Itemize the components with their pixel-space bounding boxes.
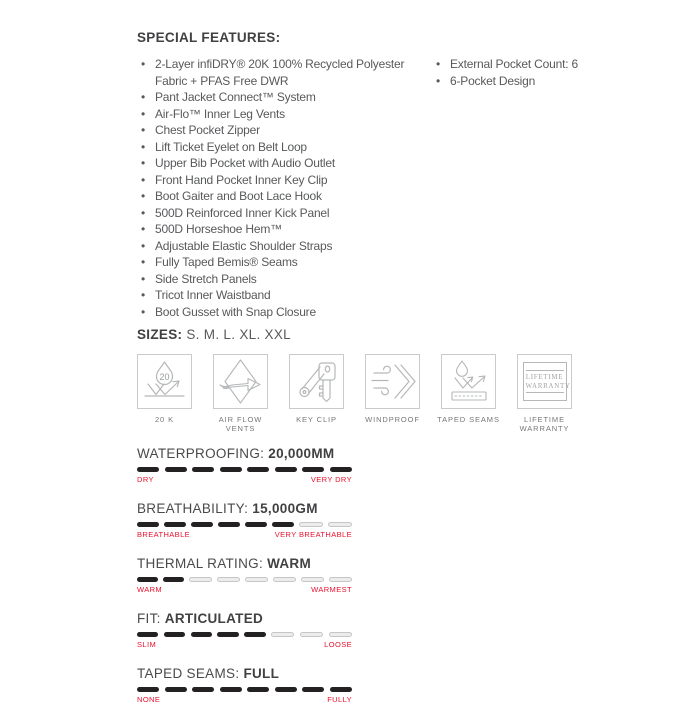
feature-item: • Pant Jacket Connect™ System xyxy=(137,89,425,106)
icon-label: TAPED SEAMS xyxy=(437,415,500,424)
icon-cell-taped-seams xyxy=(437,354,500,433)
rating-segment xyxy=(300,632,323,637)
rating-max-label: LOOSE xyxy=(324,640,352,649)
rating-title: FIT: ARTICULATED xyxy=(137,611,264,626)
rating-segment xyxy=(218,522,240,527)
feature-item: • Tricot Inner Waistband xyxy=(137,287,425,304)
rating-segment xyxy=(189,577,212,582)
rating-segment xyxy=(329,632,352,637)
rating-segment xyxy=(301,577,324,582)
feature-item: • 6-Pocket Design xyxy=(432,73,592,90)
rating-thermal xyxy=(137,556,597,594)
rating-segment xyxy=(163,577,184,582)
rating-bar xyxy=(137,687,352,692)
features-list-left xyxy=(137,56,425,320)
feature-icons-row xyxy=(137,354,597,433)
rating-segment xyxy=(275,687,297,692)
rating-title: TAPED SEAMS: FULL xyxy=(137,666,280,681)
rating-segment xyxy=(137,577,158,582)
feature-item: • Front Hand Pocket Inner Key Clip xyxy=(137,172,425,189)
lifetime-warranty-icon xyxy=(517,354,572,409)
feature-item: • Boot Gaiter and Boot Lace Hook xyxy=(137,188,425,205)
rating-segment xyxy=(192,467,214,472)
rating-min-label: WARM xyxy=(137,585,163,594)
rating-segment xyxy=(220,687,242,692)
rating-segment xyxy=(191,632,212,637)
rating-segment xyxy=(299,522,323,527)
feature-item: • Upper Bib Pocket with Audio Outlet xyxy=(137,155,425,172)
feature-item: • Boot Gusset with Snap Closure xyxy=(137,304,425,321)
icon-cell-air-flow xyxy=(213,354,268,433)
rating-segment xyxy=(329,577,352,582)
feature-item: • Fully Taped Bemis® Seams xyxy=(137,254,425,271)
rating-segment xyxy=(217,577,240,582)
rating-segment xyxy=(137,522,159,527)
rating-bar xyxy=(137,632,352,637)
rating-breathability xyxy=(137,501,597,539)
feature-item: • 500D Horseshoe Hem™ xyxy=(137,221,425,238)
rating-bar xyxy=(137,577,352,582)
rating-segment xyxy=(302,467,324,472)
rating-title: WATERPROOFING: 20,000MM xyxy=(137,446,335,461)
rating-segment xyxy=(273,577,296,582)
features-list-right xyxy=(432,56,592,320)
rating-segment xyxy=(165,687,187,692)
icon-label: LIFETIME WARRANTY xyxy=(519,415,570,433)
icon-cell-windproof xyxy=(365,354,420,433)
rating-segment xyxy=(137,467,159,472)
rating-max-label: FULLY xyxy=(327,695,352,704)
sizes-value: S. M. L. XL. XXL xyxy=(186,327,291,342)
icon-label: 20 K xyxy=(154,415,175,424)
rating-waterproofing xyxy=(137,446,597,484)
rating-segment xyxy=(330,687,352,692)
svg-text:20: 20 xyxy=(159,372,170,382)
rating-max-label: VERY BREATHABLE xyxy=(274,530,352,539)
rating-max-label: WARMEST xyxy=(311,585,352,594)
rating-bar xyxy=(137,467,352,472)
icon-cell-key-clip xyxy=(289,354,344,433)
rating-max-label: VERY DRY xyxy=(310,475,352,484)
feature-item: • Side Stretch Panels xyxy=(137,271,425,288)
rating-segment xyxy=(330,467,352,472)
icon-cell-lifetime-warranty xyxy=(517,354,572,433)
rating-segment xyxy=(272,522,294,527)
feature-item: • Adjustable Elastic Shoulder Straps xyxy=(137,238,425,255)
rating-segment xyxy=(247,687,269,692)
rating-segment xyxy=(191,522,213,527)
rating-segment xyxy=(244,632,265,637)
rating-segment xyxy=(302,687,324,692)
warranty-stamp: LIFETIME WARRANTY xyxy=(523,362,567,401)
rating-segment xyxy=(165,467,187,472)
rating-segment xyxy=(164,522,186,527)
feature-item: • Chest Pocket Zipper xyxy=(137,122,425,139)
special-features-title: SPECIAL FEATURES: xyxy=(137,30,281,45)
rating-bars xyxy=(137,446,597,704)
taped-seams-icon xyxy=(441,354,496,409)
icon-label: KEY CLIP xyxy=(296,415,337,424)
feature-item: • Air-Flo™ Inner Leg Vents xyxy=(137,106,425,123)
rating-segment xyxy=(245,577,268,582)
rating-min-label: NONE xyxy=(137,695,161,704)
windproof-icon xyxy=(365,354,420,409)
rating-segment xyxy=(275,467,297,472)
rating-bar xyxy=(137,522,352,527)
key-clip-icon xyxy=(289,354,344,409)
rating-segment xyxy=(217,632,238,637)
rating-segment xyxy=(247,467,269,472)
rating-title: THERMAL RATING: WARM xyxy=(137,556,312,571)
icon-label: AIR FLOW VENTS xyxy=(218,415,263,433)
feature-item: • 500D Reinforced Inner Kick Panel xyxy=(137,205,425,222)
sizes-line xyxy=(137,327,597,342)
special-features-columns xyxy=(137,56,597,320)
icon-cell-20k xyxy=(137,354,192,433)
icon-label: WINDPROOF xyxy=(365,415,420,424)
rating-title: BREATHABILITY: 15,000GM xyxy=(137,501,318,516)
rating-segment xyxy=(164,632,185,637)
waterproof-20k-icon xyxy=(137,354,192,409)
rating-min-label: SLIM xyxy=(137,640,157,649)
air-flow-vents-icon xyxy=(213,354,268,409)
rating-segment xyxy=(192,687,214,692)
spec-content xyxy=(137,30,597,721)
feature-item: • Lift Ticket Eyelet on Belt Loop xyxy=(137,139,425,156)
rating-segment xyxy=(271,632,294,637)
rating-segment xyxy=(137,632,158,637)
rating-segment xyxy=(328,522,352,527)
rating-min-label: DRY xyxy=(137,475,154,484)
rating-fit xyxy=(137,611,597,649)
rating-segment xyxy=(220,467,242,472)
feature-item: • 2-Layer infiDRY® 20K 100% Recycled Polyester Fabric + PFAS Free DWR xyxy=(137,56,425,89)
rating-segment xyxy=(137,687,159,692)
rating-segment xyxy=(245,522,267,527)
rating-min-label: BREATHABLE xyxy=(137,530,191,539)
sizes-label: SIZES: xyxy=(137,327,183,342)
rating-taped-seams xyxy=(137,666,597,704)
feature-item: • External Pocket Count: 6 xyxy=(432,56,592,73)
